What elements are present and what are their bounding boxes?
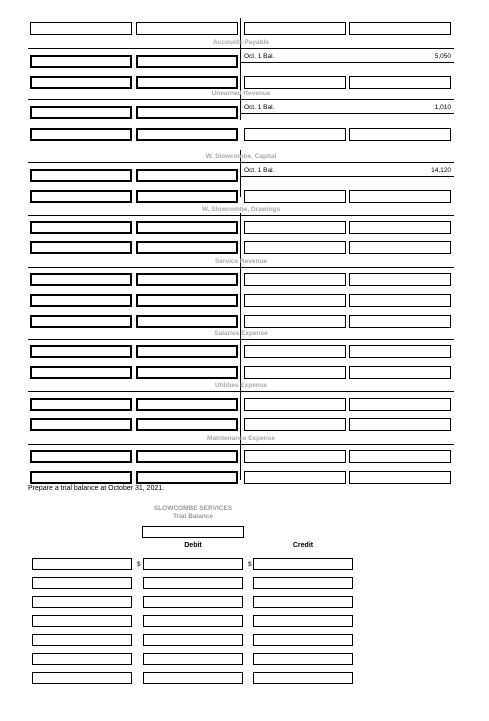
ledger-entry-field[interactable] [349,128,451,141]
ledger-entry-field[interactable] [244,241,346,254]
account-name-field[interactable] [32,672,132,684]
ledger-entry-field[interactable] [30,190,132,203]
ledger-entry-field[interactable] [136,471,238,484]
ledger-entry-field[interactable] [244,294,346,307]
ledger-entry-field[interactable] [136,345,238,358]
balance-label: Oct. 1 Bal. [244,104,275,111]
account-name-field[interactable] [32,634,132,646]
debit-amount-field[interactable] [143,577,243,589]
ledger-entry-field[interactable] [349,241,451,254]
ledger-entry-field[interactable] [30,471,132,484]
debit-amount-field[interactable] [143,615,243,627]
balance-label: Oct. 1 Bal. [244,53,275,60]
balance-underline [240,62,454,63]
debit-amount-field[interactable] [143,558,243,570]
ledger-entry-field[interactable] [136,294,238,307]
ledger-entry-field[interactable] [244,76,346,89]
balance-label: Oct. 1 Bal. [244,167,275,174]
ledger-entry-field[interactable] [349,273,451,286]
ledger-entry-field[interactable] [136,190,238,203]
account-rule [28,339,454,340]
ledger-entry-field[interactable] [30,76,132,89]
account-rule [28,391,454,392]
account-title: Salaries Expense [214,330,268,337]
ledger-entry-field[interactable] [349,294,451,307]
balance-value: 1,010 [434,104,451,111]
ledger-entry-field[interactable] [136,273,238,286]
balance-value: 14,120 [431,167,451,174]
ledger-center-line [240,18,241,120]
balance-underline [240,176,454,177]
ledger-entry-field[interactable] [136,398,238,411]
account-title: Maintenance Expense [207,435,275,442]
ledger-entry-field[interactable] [349,398,451,411]
ledger-entry-field[interactable] [136,241,238,254]
ledger-entry-field[interactable] [136,55,238,68]
trial-balance-title: Trial Balance [172,513,214,520]
account-rule [28,162,454,163]
ledger-entry-field[interactable] [349,345,451,358]
ledger-entry-field[interactable] [244,345,346,358]
credit-amount-field[interactable] [253,653,353,665]
ledger-entry-field[interactable] [349,76,451,89]
ledger-entry-field[interactable] [244,398,346,411]
credit-amount-field[interactable] [253,672,353,684]
trial-balance-date-field[interactable] [142,526,244,538]
account-rule [28,444,454,445]
ledger-entry-field[interactable] [136,128,238,141]
credit-amount-field[interactable] [253,558,353,570]
ledger-entry-field[interactable] [349,450,451,463]
trial-balance-company: SLOWCOMBE SERVICES [153,505,233,512]
ledger-entry-field[interactable] [349,418,451,431]
ledger-entry-field[interactable] [30,22,132,35]
account-title: W. Slowcombe, Drawings [201,206,281,213]
ledger-entry-field[interactable] [30,169,132,182]
ledger-entry-field[interactable] [244,471,346,484]
credit-amount-field[interactable] [253,615,353,627]
credit-amount-field[interactable] [253,596,353,608]
credit-column-header: Credit [292,542,314,549]
ledger-entry-field[interactable] [349,315,451,328]
ledger-entry-field[interactable] [30,128,132,141]
ledger-entry-field[interactable] [349,471,451,484]
ledger-entry-field[interactable] [244,418,346,431]
credit-amount-field[interactable] [253,634,353,646]
ledger-entry-field[interactable] [349,190,451,203]
ledger-entry-field[interactable] [30,106,132,119]
account-rule [28,267,454,268]
ledger-entry-field[interactable] [30,450,132,463]
ledger-entry-field[interactable] [136,366,238,379]
account-title: Utilities Expense [214,382,268,389]
ledger-entry-field[interactable] [30,241,132,254]
instruction-text: Prepare a trial balance at October 31, 2021. [28,485,165,492]
account-rule [28,48,454,49]
credit-amount-field[interactable] [253,577,353,589]
account-rule [28,215,454,216]
account-name-field[interactable] [32,596,132,608]
account-title: Unearned Revenue [211,90,271,97]
balance-underline [240,113,454,114]
ledger-entry-field[interactable] [349,221,451,234]
ledger-entry-field[interactable] [30,294,132,307]
ledger-entry-field[interactable] [136,22,238,35]
ledger-entry-field[interactable] [244,273,346,286]
debit-amount-field[interactable] [143,672,243,684]
debit-amount-field[interactable] [143,634,243,646]
ledger-entry-field[interactable] [136,315,238,328]
ledger-entry-field[interactable] [136,221,238,234]
account-rule [28,99,454,100]
account-name-field[interactable] [32,577,132,589]
ledger-entry-field[interactable] [30,345,132,358]
ledger-entry-field[interactable] [244,450,346,463]
ledger-entry-field[interactable] [136,76,238,89]
balance-value: 5,050 [434,53,451,60]
ledger-entry-field[interactable] [244,128,346,141]
currency-symbol: $ [248,561,252,568]
account-name-field[interactable] [32,558,132,570]
account-title: Accounts Payable [213,39,269,46]
ledger-entry-field[interactable] [244,315,346,328]
ledger-entry-field[interactable] [136,106,238,119]
account-name-field[interactable] [32,653,132,665]
ledger-entry-field[interactable] [136,450,238,463]
ledger-entry-field[interactable] [30,398,132,411]
account-title: W. Slowcombe, Capital [205,153,277,160]
ledger-entry-field[interactable] [244,22,346,35]
debit-amount-field[interactable] [143,596,243,608]
ledger-entry-field[interactable] [136,169,238,182]
ledger-entry-field[interactable] [349,366,451,379]
ledger-entry-field[interactable] [30,366,132,379]
ledger-entry-field[interactable] [30,221,132,234]
ledger-entry-field[interactable] [349,22,451,35]
debit-column-header: Debit [184,542,202,549]
ledger-entry-field[interactable] [244,366,346,379]
ledger-entry-field[interactable] [244,190,346,203]
account-title: Service Revenue [214,258,268,265]
ledger-entry-field[interactable] [136,418,238,431]
debit-amount-field[interactable] [143,653,243,665]
currency-symbol: $ [137,561,141,568]
ledger-entry-field[interactable] [244,221,346,234]
account-name-field[interactable] [32,615,132,627]
ledger-entry-field[interactable] [30,273,132,286]
ledger-entry-field[interactable] [30,55,132,68]
ledger-entry-field[interactable] [30,418,132,431]
ledger-entry-field[interactable] [30,315,132,328]
